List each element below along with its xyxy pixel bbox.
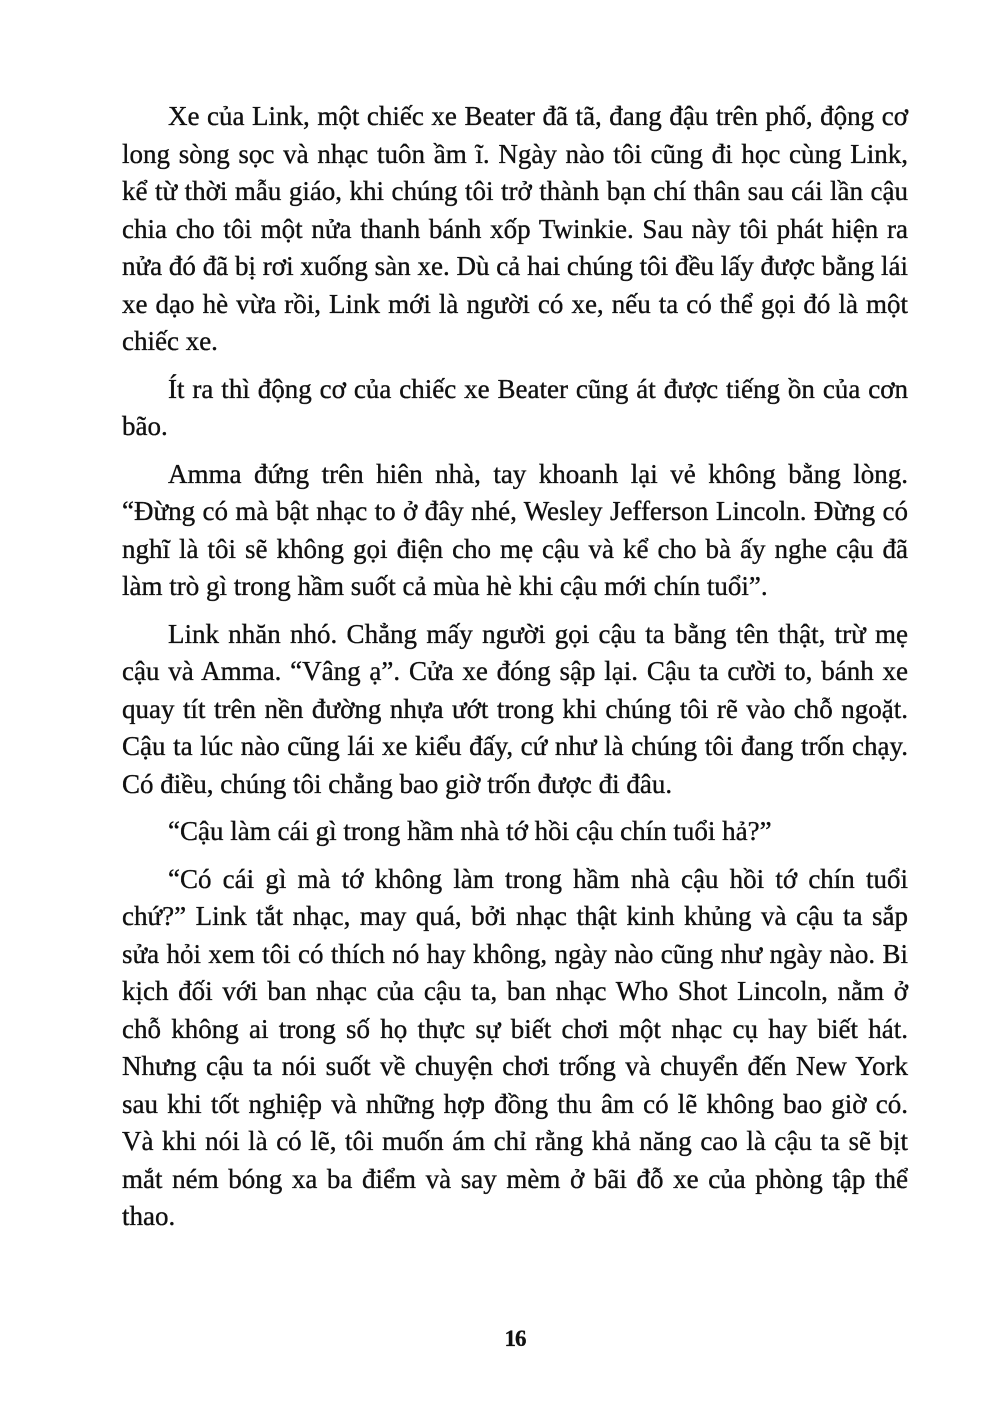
- paragraph: “Cậu làm cái gì trong hầm nhà tớ hồi cậu chín tuổi hả?”: [168, 816, 772, 846]
- page-number: 16: [504, 1326, 526, 1351]
- page-text: [122, 98, 908, 1246]
- paragraph: Amma đứng trên hiên nhà, tay khoanh lại vẻ không bằng lòng. “Đừng có mà bật nhạc to ở đây nhé, Wesley Jefferson Lincoln. Đừng có nghĩ là tôi sẽ không gọi điện cho mẹ cậu và kể cho bà ấy nghe cậu đã làm trò gì trong hầm suốt cả mùa hè khi cậu mới chín tuổi”.: [122, 458, 908, 601]
- paragraph: Ít ra thì động cơ của chiếc xe Beater cũng át được tiếng ồn của cơn bão.: [122, 373, 908, 441]
- paragraph: Xe của Link, một chiếc xe Beater đã tã, đang đậu trên phố, động cơ long sòng sọc và nhạc tuôn ầm ĩ. Ngày nào tôi cũng đi học cùng Link, kể từ thời mẫu giáo, khi chúng tôi trở thành bạn chí thân sau cái lần cậu chia cho tôi một nửa thanh bánh xốp Twinkie. Sau này tôi phát hiện ra nửa đó đã bị rơi xuống sàn xe. Dù cả hai chúng tôi đều lấy được bằng lái xe dạo hè vừa rồi, Link mới là người có xe, nếu ta có thể gọi đó là một chiếc xe.: [122, 101, 908, 356]
- paragraph: “Có cái gì mà tớ không làm trong hầm nhà cậu hồi tớ chín tuổi chứ?” Link tắt nhạc, may quá, bởi nhạc thật kinh khủng và cậu ta sắp sửa hỏi xem tôi có thích nó hay không, ngày nào cũng như ngày nào. Bi kịch đối với ban nhạc của cậu ta, ban nhạc Who Shot Lincoln, nằm ở chỗ không ai trong số họ thực sự biết chơi một nhạc cụ hay biết hát. Nhưng cậu ta nói suốt về chuyện chơi trống và chuyển đến New York sau khi tốt nghiệp và những hợp đồng thu âm có lẽ không bao giờ có. Và khi nói là có lẽ, tôi muốn ám chỉ rằng khả năng cao là cậu ta sẽ bịt mắt ném bóng xa ba điểm và say mèm ở bãi đỗ xe của phòng tập thể thao.: [122, 863, 908, 1231]
- paragraph: Link nhăn nhó. Chẳng mấy người gọi cậu ta bằng tên thật, trừ mẹ cậu và Amma. “Vâng ạ”. Cửa xe đóng sập lại. Cậu ta cười to, bánh xe quay tít trên nền đường nhựa ướt trong khi chúng tôi rẽ vào chỗ ngoặt. Cậu ta lúc nào cũng lái xe kiểu đấy, cứ như là chúng tôi đang trốn chạy. Có điều, chúng tôi chẳng bao giờ trốn được đi đâu.: [122, 618, 908, 799]
